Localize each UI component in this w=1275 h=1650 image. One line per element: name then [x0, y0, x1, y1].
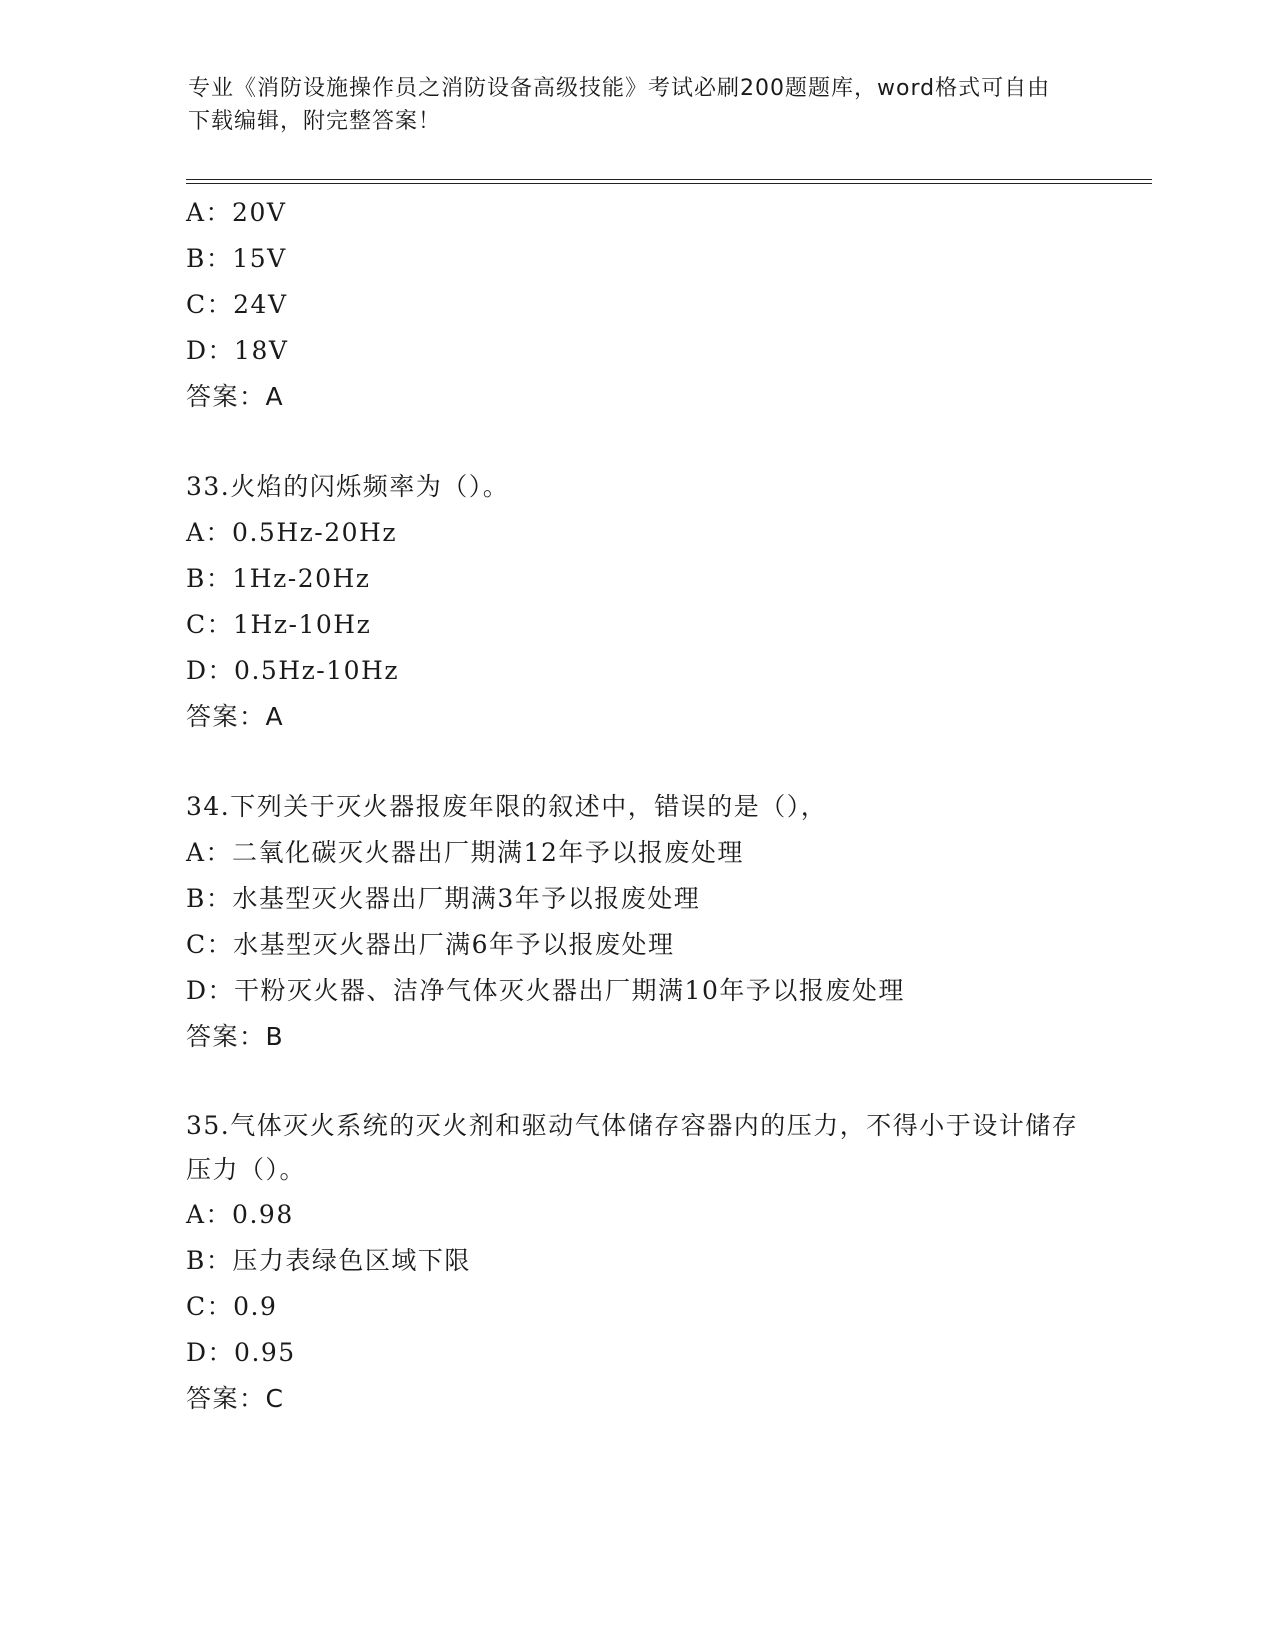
question-34 [186, 784, 1086, 1060]
option-b: B：水基型灭火器出厂期满3年予以报废处理 [186, 884, 701, 913]
answer-line: 答案：A [186, 382, 285, 411]
option-b: B：1Hz-20Hz [186, 564, 371, 593]
answer-line: 答案：B [186, 1022, 285, 1051]
header-divider-secondary [186, 183, 1152, 184]
option-a: A：20V [186, 198, 287, 227]
option-d: D：干粉灭火器、洁净气体灭火器出厂期满10年予以报废处理 [186, 976, 905, 1005]
option-d: D：0.95 [186, 1338, 296, 1367]
option-b: B：15V [186, 244, 287, 273]
option-d: D：18V [186, 336, 289, 365]
question-stem: 33.火焰的闪烁频率为（）。 [186, 472, 510, 501]
option-a: A：0.5Hz-20Hz [186, 518, 398, 547]
option-c: C：1Hz-10Hz [186, 610, 372, 639]
header-divider [186, 179, 1152, 180]
option-c: C：0.9 [186, 1292, 278, 1321]
answer-line: 答案：A [186, 702, 285, 731]
spacer [186, 1060, 1086, 1104]
question-stem: 35.气体灭火系统的灭火剂和驱动气体储存容器内的压力，不得小于设计储存压力（）。 [186, 1111, 1079, 1184]
option-d: D：0.5Hz-10Hz [186, 656, 400, 685]
option-b: B：压力表绿色区域下限 [186, 1246, 471, 1275]
option-c: C：24V [186, 290, 288, 319]
question-content [186, 190, 1086, 1422]
header-title: 专业《消防设施操作员之消防设备高级技能》考试必刷200题题库，word格式可自由下载编辑，附完整答案！ [188, 76, 1051, 134]
question-35 [186, 1104, 1086, 1422]
answer-line: 答案：C [186, 1384, 285, 1413]
option-c: C：水基型灭火器出厂满6年予以报废处理 [186, 930, 675, 959]
option-a: A：0.98 [186, 1200, 294, 1229]
option-a: A：二氧化碳灭火器出厂期满12年予以报废处理 [186, 838, 744, 867]
question-33 [186, 464, 1086, 740]
question-stem: 34.下列关于灭火器报废年限的叙述中，错误的是（）， [186, 792, 828, 821]
carryover-question [186, 190, 1086, 420]
spacer [186, 420, 1086, 464]
page-header [188, 72, 1068, 138]
spacer [186, 740, 1086, 784]
